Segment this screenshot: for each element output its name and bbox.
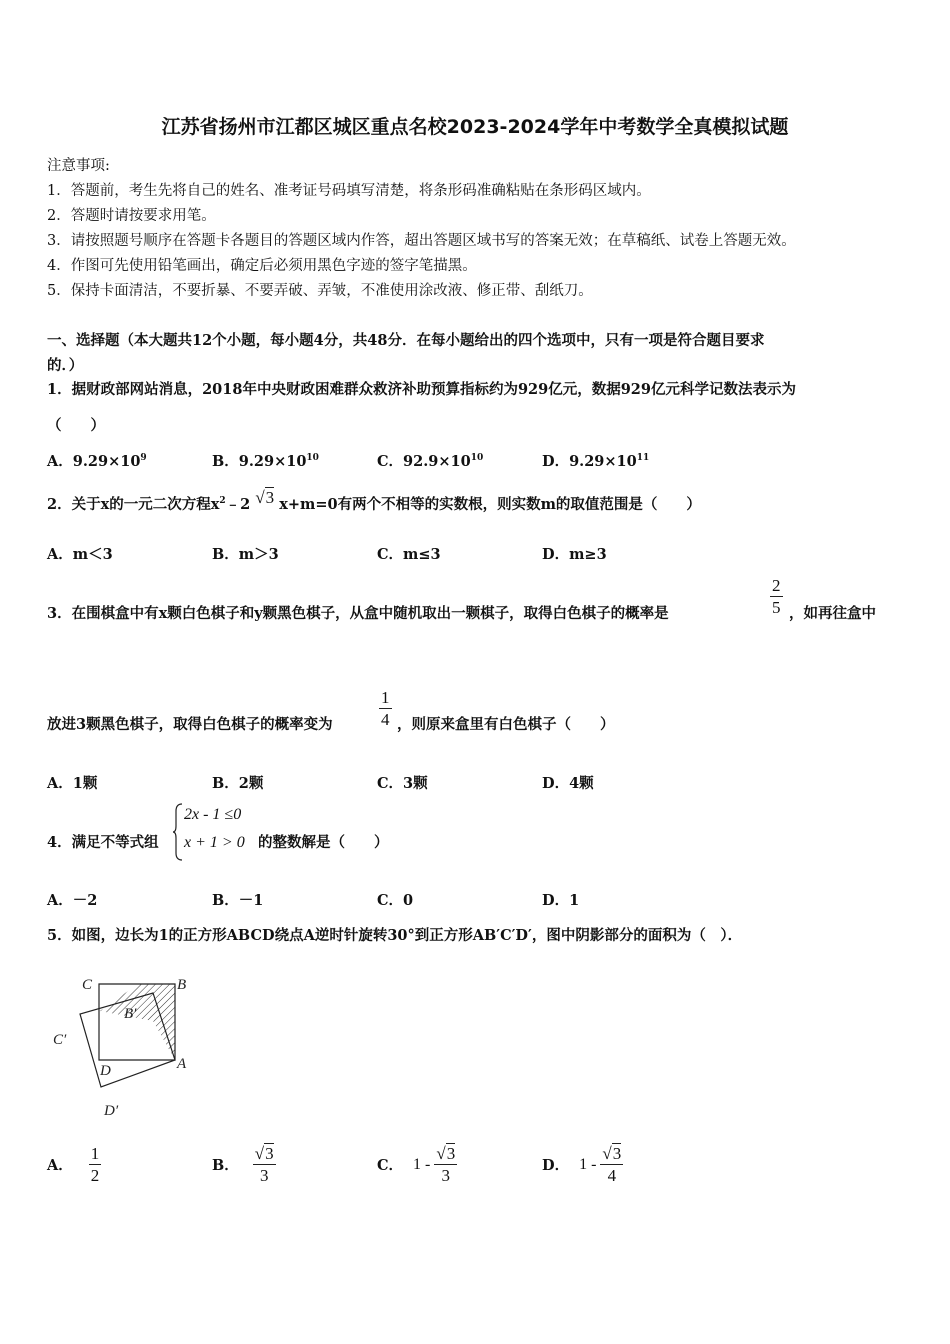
section-heading-cont: 的．） xyxy=(47,357,84,374)
question-2-text: 2．关于x的一元二次方程$x^2﹣2$ √3 x+m=0有两个不相等的实数根，则实数m的取值范围是（ ） xyxy=(47,488,701,513)
q4-option-a[interactable]: A．－2 xyxy=(47,892,98,909)
q2-option-d[interactable]: D．m≥3 xyxy=(542,546,607,563)
shaded-region xyxy=(100,984,175,1060)
q1-option-b[interactable]: B．$9.29\times 10^{10}$ xyxy=(212,453,319,470)
label-c: C xyxy=(82,977,93,993)
question-5-text: 5．如图，边长为1的正方形ABCD绕点A逆时针旋转30°到正方形AB′C′D′，图中阴影部分的面积为（ ）． xyxy=(47,927,743,944)
notice-heading: 注意事项: xyxy=(47,158,110,174)
q3-option-b[interactable]: B．2颗 xyxy=(212,775,264,792)
question-4-prefix: 4．满足不等式组 xyxy=(47,834,159,851)
question-1-paren: （ ） xyxy=(47,417,105,434)
q1-option-a[interactable]: A．$9.29\times 10^9$ xyxy=(47,453,147,470)
section-heading: 一、选择题（本大题共12个小题，每小题4分，共48分．在每小题给出的四个选项中，只有一项是符合题目要求 xyxy=(47,332,765,349)
question-4-suffix: 的整数解是（ ） xyxy=(258,834,389,851)
question-3-text-2-end: ，则原来盒里有白色棋子（ ） xyxy=(397,716,615,733)
q2-option-c[interactable]: C．m≤3 xyxy=(377,546,441,563)
q4-option-c[interactable]: C．0 xyxy=(377,892,414,909)
label-c-prime: C′ xyxy=(53,1032,67,1048)
q5-option-b[interactable]: B． $\frac{√3}{3}$ xyxy=(212,1144,274,1186)
label-d: D xyxy=(100,1063,111,1079)
q5-option-a[interactable]: A． $\frac{1}{2}$ xyxy=(47,1144,100,1186)
q5-option-c[interactable]: C． 1 - $\frac{√3}{3}$ xyxy=(377,1144,456,1186)
label-b-prime: B′ xyxy=(124,1006,137,1022)
question-1-text: 1．据财政部网站消息，2018年中央财政困难群众救济补助预算指标约为929亿元，数据929亿元科学记数法表示为 xyxy=(47,381,796,398)
q3-option-a[interactable]: A．1颗 xyxy=(47,775,98,792)
fraction-one-quarter: $\frac{1}{4}$ xyxy=(381,688,390,730)
q1-option-d[interactable]: D．$9.29\times 10^{11}$ xyxy=(542,453,650,470)
q2-option-b[interactable]: B．m＞3 xyxy=(212,546,279,563)
question-3-text: 3．在围棋盒中有x颗白色棋子和y颗黑色棋子，从盒中随机取出一颗棋子，取得白色棋子的概率是 xyxy=(47,605,669,622)
inequality-2: x + 1 > 0 xyxy=(184,834,245,851)
left-brace-icon xyxy=(172,803,184,861)
notice-item: 4．作图可先使用铅笔画出，确定后必须用黑色字迹的签字笔描黑。 xyxy=(47,258,477,274)
page-title: 江苏省扬州市江都区城区重点名校2023-2024学年中考数学全真模拟试题 xyxy=(161,116,789,138)
q1-option-c[interactable]: C．$92.9\times 10^{10}$ xyxy=(377,453,484,470)
q5-option-d[interactable]: D． 1 - $\frac{√3}{4}$ xyxy=(542,1144,622,1186)
label-b: B xyxy=(177,977,187,993)
q3-option-d[interactable]: D．4颗 xyxy=(542,775,594,792)
label-a: A xyxy=(177,1056,187,1072)
question-3-text-2: 放进3颗黑色棋子，取得白色棋子的概率变为 xyxy=(47,716,333,733)
notice-item: 2．答题时请按要求用笔。 xyxy=(47,208,216,224)
q4-option-d[interactable]: D．1 xyxy=(542,892,580,909)
q4-option-b[interactable]: B．－1 xyxy=(212,892,264,909)
notice-item: 1．答题前，考生先将自己的姓名、准考证号码填写清楚，将条形码准确粘贴在条形码区域内。 xyxy=(47,183,651,199)
q3-option-c[interactable]: C．3颗 xyxy=(377,775,428,792)
notice-item: 5．保持卡面清洁，不要折暴、不要弄破、弄皱，不准使用涂改液、修正带、刮纸刀。 xyxy=(47,283,593,299)
fraction-two-fifths: $\frac{2}{5}$ xyxy=(772,576,781,618)
q2-option-a[interactable]: A．m＜3 xyxy=(47,546,113,563)
inequality-system xyxy=(172,801,245,857)
inequality-1: 2x - 1 ≤0 xyxy=(184,806,242,823)
rotated-square-figure xyxy=(40,965,210,1125)
notice-item: 3．请按照题号顺序在答题卡各题目的答题区域内作答，超出答题区域书写的答案无效；在草稿纸、试卷上答题无效。 xyxy=(47,233,796,249)
label-d-prime: D′ xyxy=(104,1103,119,1119)
question-3-text-end: ，如再往盒中 xyxy=(789,605,876,622)
